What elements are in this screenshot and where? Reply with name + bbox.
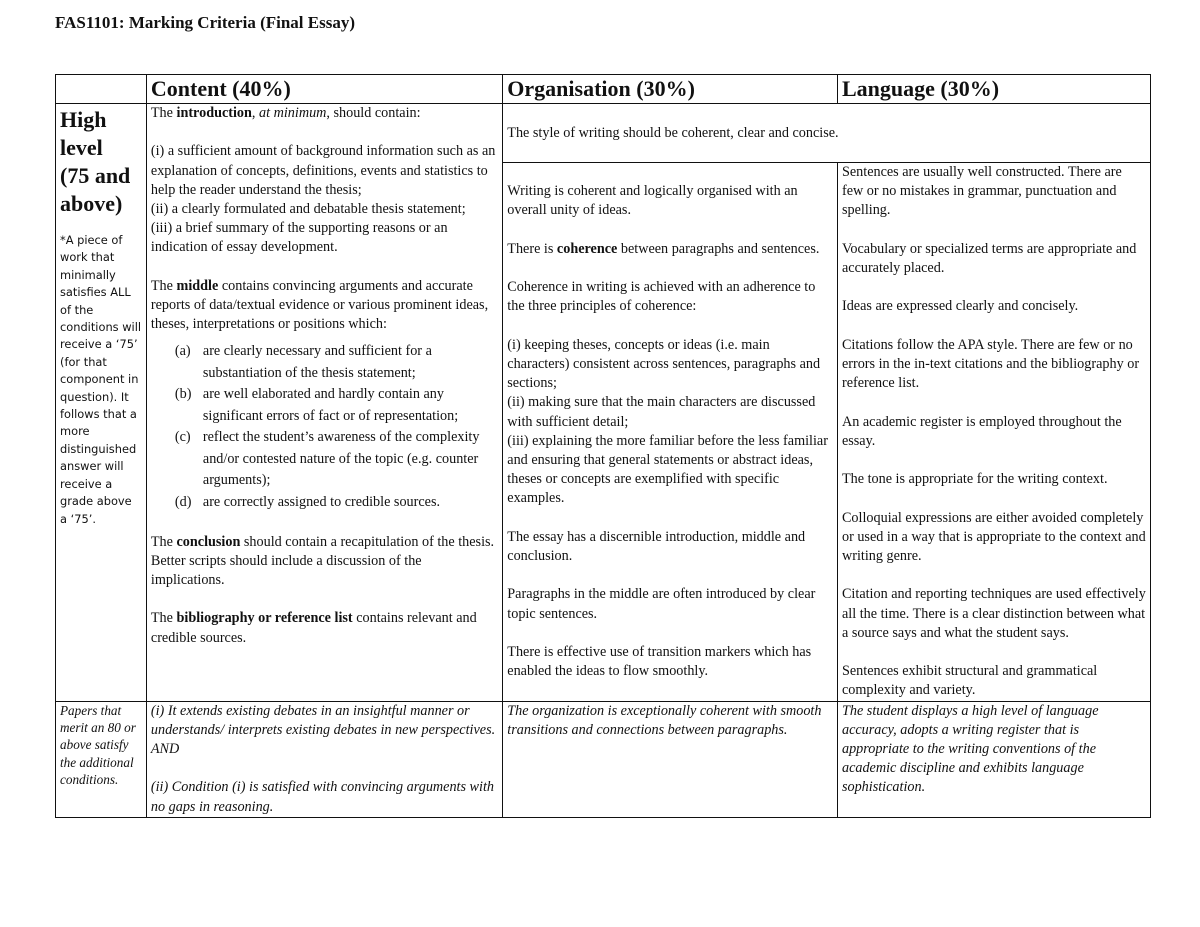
- distinction-label: Papers that merit an 80 or above satisfy the additional conditions.: [56, 701, 147, 817]
- list-item: (d) are correctly assigned to credible sources.: [174, 493, 441, 510]
- marking-criteria-table: [55, 74, 1151, 818]
- list-item: (b) are well elaborated and hardly contain any significant errors of fact or of representation;: [174, 386, 459, 424]
- high-level-row: [56, 104, 1151, 163]
- organisation-distinction-cell: The organization is exceptionally coherent with smooth transitions and connections between paragraphs.: [503, 701, 838, 817]
- distinction-row: [56, 701, 1151, 817]
- style-span-cell: The style of writing should be coherent, clear and concise.: [503, 104, 1151, 163]
- introduction-lead: The introduction, at minimum, should contain:: [150, 105, 421, 121]
- coherence-principle: (iii) explaining the more familiar before the less familiar and ensuring that general statements or abstract ideas, theses or concepts are exemplified with specific examples.: [507, 432, 828, 507]
- header-empty-cell: [56, 75, 147, 104]
- introduction-item: (ii) a clearly formulated and debatable thesis statement;: [150, 201, 466, 217]
- list-item: (c) reflect the student’s awareness of the complexity and/or contested nature of the topic (e.g. counter arguments);: [174, 429, 480, 489]
- coherence-principle: (i) keeping theses, concepts or ideas (i.e. main characters) consistent across sentences, paragraphs and sections;: [507, 336, 821, 392]
- introduction-item: (iii) a brief summary of the supporting reasons or an indication of essay development.: [150, 220, 448, 256]
- middle-criteria-list: [151, 341, 498, 513]
- middle-lead: The middle contains convincing arguments and accurate reports of data/textual evidence or various prominent ideas, theses, interpretations or positions which:: [150, 277, 489, 333]
- language-high-cell: Sentences are usually well constructed. There are few or no mistakes in grammar, punctuation and spelling. Vocabulary or specialized terms are appropriate and accurately placed. Ideas are expressed clearly and concisely. Citations follow the APA style. There are few or no errors in the in-text citations and the bibliography or reference list. An academic register is employed throughout the essay. The tone is appropriate for the writing context. Colloquial expressions are either avoided completely or used in a way that is appropriate to the context and writing genre. Citation and reporting techniques are used effectively all the time. There is a clear distinction between what a source says and what the student says. Sentences exhibit structural and grammatical complexity and variety.: [837, 163, 1150, 702]
- content-distinction-cell: (i) It extends existing debates in an insightful manner or understands/ interprets existing debates in new perspectives. AND (ii) Condition (i) is satisfied with convincing arguments with no gaps in reasoning.: [146, 701, 502, 817]
- high-level-note: *A piece of work that minimally satisfies ALL of the conditions will receive a ‘75’ (for that component in question). It follows that a more distinguished answer will receive a grade above a ‘75’.: [60, 233, 142, 526]
- coherence-principle: (ii) making sure that the main characters are discussed with sufficient detail;: [507, 394, 816, 430]
- document-title: FAS1101: Marking Criteria (Final Essay): [55, 13, 355, 32]
- list-item: (a) are clearly necessary and sufficient for a substantiation of the thesis statement;: [174, 343, 432, 381]
- organisation-high-cell: Writing is coherent and logically organised with an overall unity of ideas. There is coherence between paragraphs and sentences. Coherence in writing is achieved with an adherence to the three principles of coherence: (i) keeping theses, concepts or ideas (i.e. main characters) consistent across sentences, paragraphs and sections; (ii) making sure that the main characters are discussed with sufficient detail; (iii) explaining the more familiar before the less familiar and ensuring that general statements or abstract ideas, theses or concepts are exemplified with specific examples. The essay has a discernible introduction, middle and conclusion. Paragraphs in the middle are often introduced by clear topic sentences. There is effective use of transition markers which has enabled the ideas to flow smoothly.: [503, 163, 838, 702]
- content-high-cell: [146, 104, 502, 702]
- header-content: Content (40%): [146, 75, 502, 104]
- language-distinction-cell: The student displays a high level of language accuracy, adopts a writing register that is appropriate to the writing conventions of the academic discipline and exhibits language sophistication.: [837, 701, 1150, 817]
- high-level-title: High level (75 and above): [60, 107, 131, 216]
- header-row: [56, 75, 1151, 104]
- bibliography-text: The bibliography or reference list contains relevant and credible sources.: [150, 610, 477, 646]
- high-level-label-cell: [56, 104, 147, 702]
- introduction-item: (i) a sufficient amount of background information such as an explanation of concepts, definitions, events and statistics to help the reader understand the thesis;: [150, 143, 496, 198]
- conclusion-text: The conclusion should contain a recapitulation of the thesis. Better scripts should include a discussion of the implications.: [150, 533, 495, 588]
- header-organisation: Organisation (30%): [503, 75, 838, 104]
- header-language: Language (30%): [837, 75, 1150, 104]
